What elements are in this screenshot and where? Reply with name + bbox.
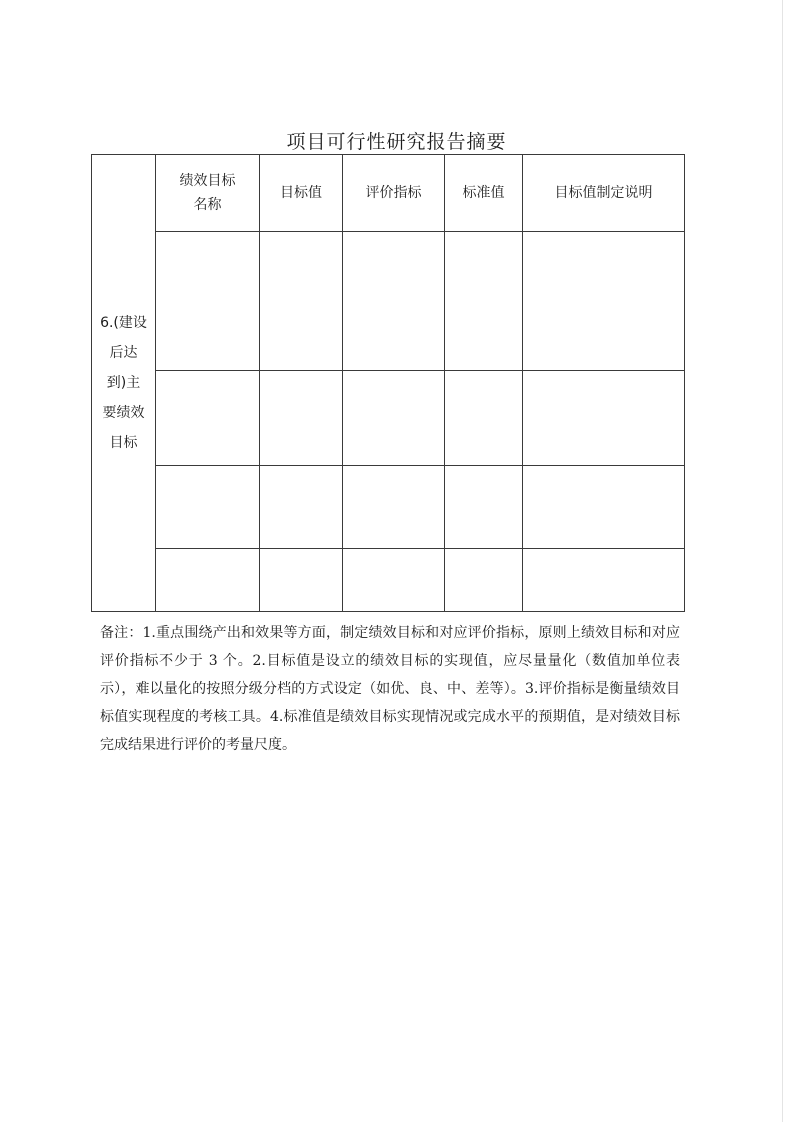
page-edge-line — [782, 0, 783, 1122]
standard-value-cell[interactable] — [445, 371, 523, 466]
table-row — [92, 466, 685, 549]
goal-name-cell[interactable] — [156, 371, 260, 466]
goal-name-cell[interactable] — [156, 232, 260, 371]
section-label-line: 6.(建设 — [100, 315, 147, 331]
section-label-line: 目标 — [109, 435, 138, 451]
page-title: 项目可行性研究报告摘要 — [286, 131, 507, 153]
explanation-cell[interactable] — [523, 371, 685, 466]
header-explanation: 目标值制定说明 — [523, 155, 685, 232]
goal-name-cell[interactable] — [156, 549, 260, 612]
table-row — [92, 232, 685, 371]
eval-indicator-cell[interactable] — [343, 232, 445, 371]
header-target-value: 目标值 — [260, 155, 343, 232]
header-goal-name-line: 名称 — [193, 197, 222, 213]
goal-name-cell[interactable] — [156, 466, 260, 549]
target-value-cell[interactable] — [260, 466, 343, 549]
target-value-cell[interactable] — [260, 549, 343, 612]
explanation-cell[interactable] — [523, 466, 685, 549]
section-label-line: 要绩效 — [102, 405, 145, 421]
eval-indicator-cell[interactable] — [343, 466, 445, 549]
table-header-row — [92, 155, 685, 232]
standard-value-cell[interactable] — [445, 549, 523, 612]
standard-value-cell[interactable] — [445, 232, 523, 371]
table-row — [92, 371, 685, 466]
standard-value-cell[interactable] — [445, 466, 523, 549]
header-goal-name — [156, 155, 260, 232]
target-value-cell[interactable] — [260, 232, 343, 371]
target-value-cell[interactable] — [260, 371, 343, 466]
section-label-line: 到)主 — [106, 375, 141, 391]
notes-paragraph: 备注：1.重点围绕产出和效果等方面，制定绩效目标和对应评价指标，原则上绩效目标和对应评价指标不少于 3 个。2.目标值是设立的绩效目标的实现值，应尽量量化（数值加单位表示），难以量化的按照分级分档的方式设定（如优、良、中、差等）。3.评价指标是衡量绩效目标值实现程度的考核工具。4.标准值是绩效目标实现情况或完成水平的预期值，是对绩效目标完成结果进行评价的考量尺度。 — [100, 625, 680, 753]
section-label-line: 后达 — [109, 345, 138, 361]
performance-goals-table — [91, 154, 685, 612]
header-standard-value: 标准值 — [445, 155, 523, 232]
explanation-cell[interactable] — [523, 549, 685, 612]
eval-indicator-cell[interactable] — [343, 549, 445, 612]
eval-indicator-cell[interactable] — [343, 371, 445, 466]
header-eval-indicator: 评价指标 — [343, 155, 445, 232]
header-goal-name-line: 绩效目标 — [179, 173, 236, 189]
table-row — [92, 549, 685, 612]
section-label-cell — [92, 155, 156, 612]
explanation-cell[interactable] — [523, 232, 685, 371]
